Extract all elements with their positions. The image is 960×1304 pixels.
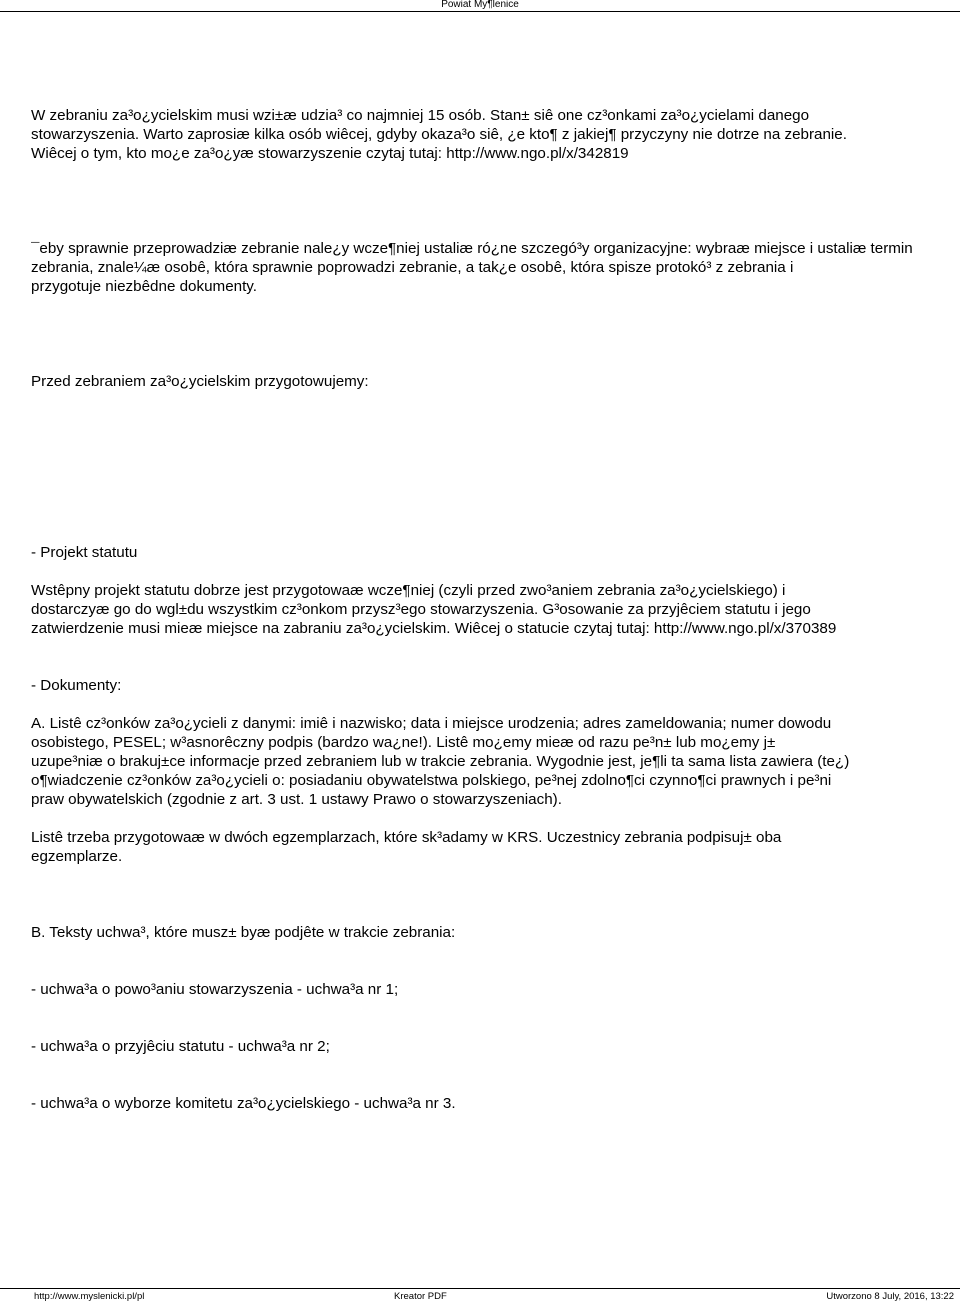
- text-line: Przed zebraniem za³o¿ycielskim przygotowujemy:: [31, 373, 369, 390]
- paragraph-list-copies: [31, 828, 960, 866]
- page-header-title: Powiat My¶lenice: [441, 0, 519, 10]
- text-line: dostarczyæ go do wgl±du wszystkim cz³onkom przysz³ego stowarzyszenia. G³osowanie za przyjêciem statutu i jego: [31, 601, 811, 618]
- resolution-item-2: [31, 1037, 960, 1056]
- text-line: A. Listê cz³onków za³o¿ycieli z danymi: imiê i nazwisko; data i miejsce urodzenia; adres zameldowania; numer dowodu: [31, 715, 832, 732]
- text-line: o¶wiadczenie cz³onków za³o¿ycieli o: posiadaniu obywatelstwa polskiego, pe³nej zdolno¶ci czynno¶ci prawnych i pe³ni: [31, 772, 832, 789]
- resolution-item-1: [31, 980, 960, 999]
- text-line: - uchwa³a o przyjêciu statutu - uchwa³a nr 2;: [31, 1038, 330, 1055]
- text-line: egzemplarze.: [31, 848, 123, 865]
- paragraph-resolutions-heading: [31, 923, 960, 942]
- paragraph-founders-count: [31, 106, 960, 163]
- text-line: - Projekt statutu: [31, 544, 138, 561]
- footer-generator: Kreator PDF: [394, 1291, 447, 1302]
- text-line: W zebraniu za³o¿ycielskim musi wzi±æ udzia³ co najmniej 15 osób. Stan± siê one cz³onkami za³o¿ycielami danego: [31, 107, 810, 124]
- paragraph-preparation-heading: [31, 372, 960, 391]
- paragraph-statute: [31, 581, 960, 638]
- paragraph-organization: [31, 239, 960, 296]
- section-documents-heading: [31, 676, 960, 695]
- paragraph-members-list: [31, 714, 960, 809]
- text-line: uzupe³niæ o brakuj±ce informacje przed zebraniem lub w trakcie zebrania. Wygodnie jest, je¶li ta sama lista zawiera (te¿): [31, 753, 850, 770]
- section-statute-heading: [31, 543, 960, 562]
- text-line: Wstêpny projekt statutu dobrze jest przygotowaæ wcze¶niej (czyli przed zwo³aniem zebrania za³o¿ycielskiego) i: [31, 582, 786, 599]
- text-line: zebrania, znale¼æ osobê, która sprawnie poprowadzi zebranie, a tak¿e osobê, która spisze protokó³ z zebrania i: [31, 259, 794, 276]
- page-footer: [0, 1288, 960, 1304]
- text-line: praw obywatelskich (zgodnie z art. 3 ust. 1 ustawy Prawo o stowarzyszeniach).: [31, 791, 562, 808]
- text-line: Listê trzeba przygotowaæ w dwóch egzemplarzach, które sk³adamy w KRS. Uczestnicy zebrania podpisuj± oba: [31, 829, 782, 846]
- text-line: ¯eby sprawnie przeprowadziæ zebranie nale¿y wcze¶niej ustaliæ ró¿ne szczegó³y organizacyjne: wybraæ miejsce i ustaliæ termin: [31, 240, 913, 257]
- text-line: Wiêcej o tym, kto mo¿e za³o¿yæ stowarzyszenie czytaj tutaj: http://www.ngo.pl/x/342819: [31, 145, 629, 162]
- text-line: - uchwa³a o wyborze komitetu za³o¿ycielskiego - uchwa³a nr 3.: [31, 1095, 456, 1112]
- text-line: zatwierdzenie musi mieæ miejsce na zabraniu za³o¿ycielskim. Wiêcej o statucie czytaj tutaj: http://www.ngo.pl/x/370389: [31, 620, 837, 637]
- text-line: B. Teksty uchwa³, które musz± byæ podjête w trakcie zebrania:: [31, 924, 456, 941]
- footer-created-date: Utworzono 8 July, 2016, 13:22: [826, 1291, 954, 1302]
- resolution-item-3: [31, 1094, 960, 1113]
- text-line: osobistego, PESEL; w³asnorêczny podpis (bardzo wa¿ne!). Listê mo¿emy mieæ od razu pe³n± lub mo¿emy j±: [31, 734, 776, 751]
- page-header: [0, 0, 960, 12]
- text-line: - uchwa³a o powo³aniu stowarzyszenia - uchwa³a nr 1;: [31, 981, 399, 998]
- footer-url: http://www.myslenicki.pl/pl: [34, 1291, 145, 1302]
- text-line: - Dokumenty:: [31, 677, 122, 694]
- text-line: przygotuje niezbêdne dokumenty.: [31, 278, 257, 295]
- text-line: stowarzyszenia. Warto zaprosiæ kilka osób wiêcej, gdyby okaza³o siê, ¿e kto¶ z jakiej¶ przyczyny nie dotrze na zebranie.: [31, 126, 847, 143]
